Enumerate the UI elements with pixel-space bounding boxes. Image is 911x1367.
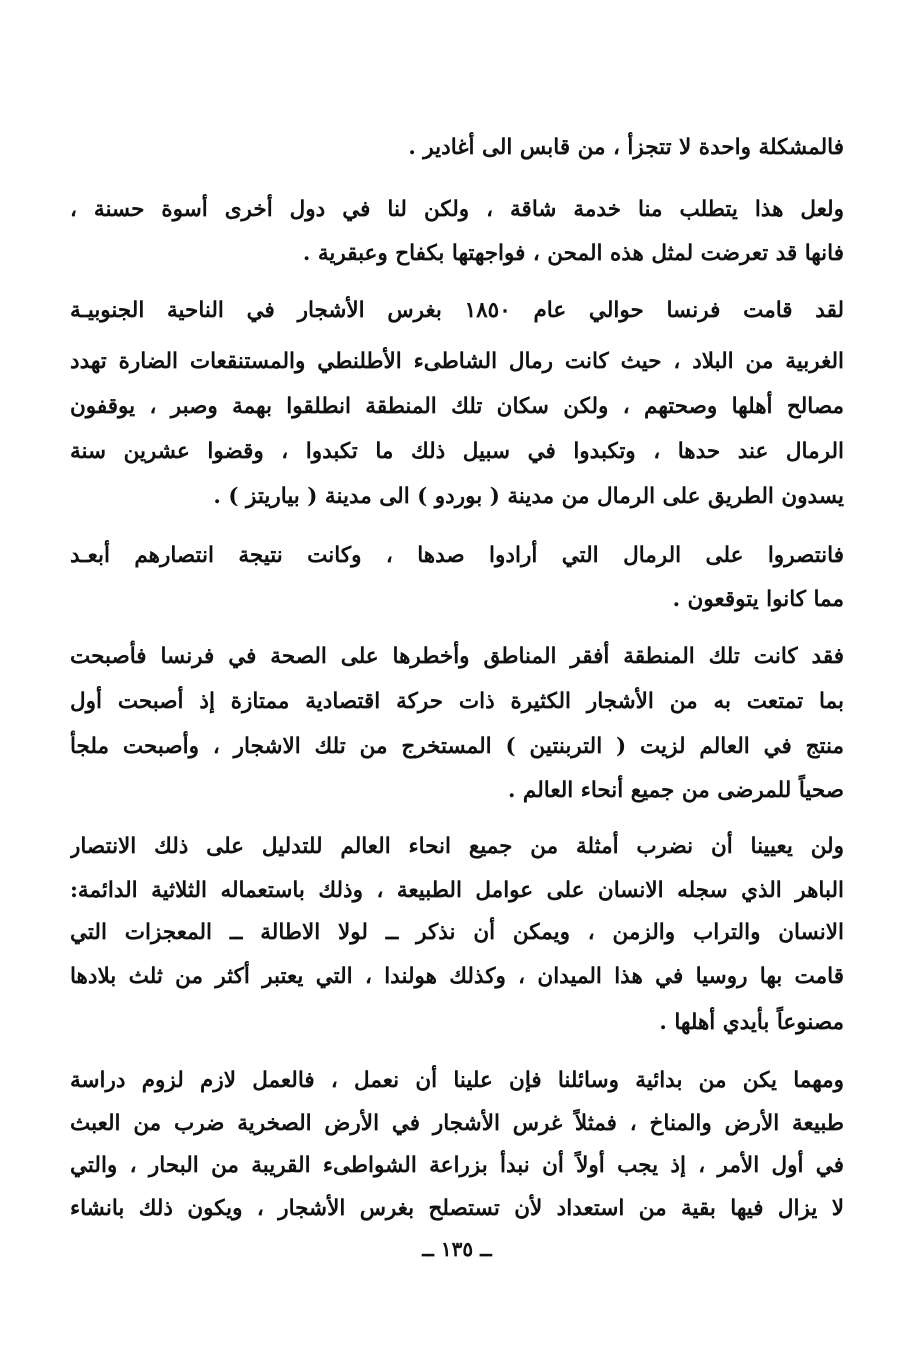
text-line: مما كانوا يتوقعون . [672, 587, 844, 612]
text-line: طبيعة الأرض والمناخ ، فمثلاً غرس الأشجار في الأرض الصخرية ضرب من العبث [70, 1111, 844, 1136]
text-line: الغربية من البلاد ، حيث كانت رمال الشاطىء الأطلنطي والمستنقعات الضارة تهدد [70, 349, 844, 374]
document-page [70, 0, 844, 1367]
text-line: فقد كانت تلك المنطقة أفقر المناطق وأخطرها على الصحة في فرنسا فأصبحت [70, 644, 844, 669]
text-line: فانتصروا على الرمال التي أرادوا صدها ، وكانت نتيجة انتصارهم أبعـد [70, 543, 844, 568]
text-line: بما تمتعت به من الأشجار الكثيرة ذات حركة اقتصادية ممتازة إذ أصبحت أول [70, 689, 844, 714]
text-line: يسدون الطريق على الرمال من مدينة ( بوردو ) الى مدينة ( بياريتز ) . [213, 484, 844, 509]
text-line: صحياً للمرضى من جميع أنحاء العالم . [507, 778, 844, 803]
text-line: مصنوعاً بأيدي أهلها . [659, 1010, 844, 1035]
text-line: لقد قامت فرنسا حوالي عام ١٨٥٠ بغرس الأشجار في الناحية الجنوبيـة [70, 298, 844, 323]
text-line: في أول الأمر ، إذ يجب أولاً أن نبدأ بزراعة الشواطىء القريبة من البحار ، والتي [70, 1153, 844, 1178]
text-line: ومهما يكن من بدائية وسائلنا فإن علينا أن نعمل ، فالعمل لازم لزوم دراسة [70, 1068, 844, 1093]
text-line: منتج في العالم لزيت ( التربنتين ) المستخرج من تلك الاشجار ، وأصبحت ملجأ [70, 734, 844, 759]
text-line: مصالح أهلها وصحتهم ، ولكن سكان تلك المنطقة انطلقوا بهمة وصبر ، يوقفون [70, 394, 844, 419]
text-line: الباهر الذي سجله الانسان على عوامل الطبيعة ، وذلك باستعماله الثلاثية الدائمة: [70, 878, 844, 903]
text-line: قامت بها روسيا في هذا الميدان ، وكذلك هولندا ، التي يعتبر أكثر من ثلث بلادها [70, 964, 844, 989]
text-line: الرمال عند حدها ، وتكبدوا في سبيل ذلك ما تكبدوا ، وقضوا عشرين سنة [70, 439, 844, 464]
text-line: ولن يعيينا أن نضرب أمثلة من جميع انحاء العالم للتدليل على ذلك الانتصار [70, 834, 844, 859]
text-line: ولعل هذا يتطلب منا خدمة شاقة ، ولكن لنا في دول أخرى أسوة حسنة ، [70, 197, 844, 222]
text-line: لا يزال فيها بقية من استعداد لأن تستصلح بغرس الأشجار ، ويكون ذلك بانشاء [70, 1196, 844, 1221]
text-line: فالمشكلة واحدة لا تتجزأ ، من قابس الى أغادير . [408, 135, 844, 160]
text-line: الانسان والتراب والزمن ، ويمكن أن نذكر ــ لولا الاطالة ــ المعجزات التي [70, 920, 844, 945]
page-number: ــ ١٣٥ ــ [422, 1237, 492, 1261]
text-line: فانها قد تعرضت لمثل هذه المحن ، فواجهتها بكفاح وعبقرية . [302, 241, 844, 266]
